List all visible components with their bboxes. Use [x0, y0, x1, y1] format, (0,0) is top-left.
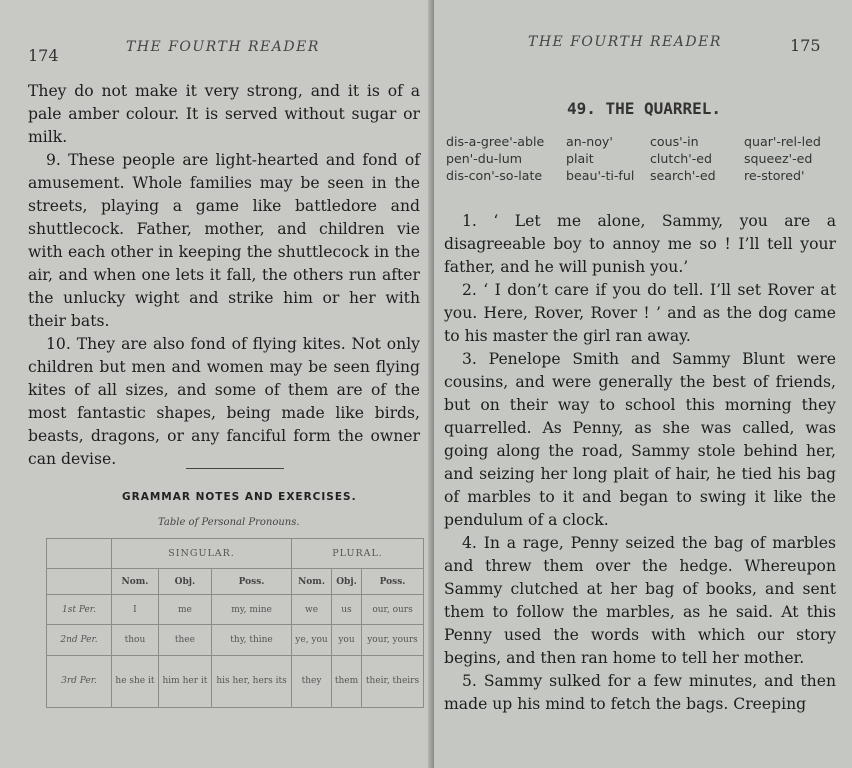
table-cell: our, ours	[362, 595, 424, 625]
table-cell: his her, hers its	[211, 655, 291, 707]
column-head: Obj.	[158, 569, 211, 595]
row-head: 3rd Per.	[47, 655, 112, 707]
table-cell: they	[292, 655, 332, 707]
table-row	[47, 595, 424, 625]
left-body-text	[28, 80, 420, 471]
spelling-word: dis-con'-so-late	[446, 168, 543, 183]
table-cell: me	[158, 595, 211, 625]
table-row	[47, 625, 424, 655]
spelling-word: search'-ed	[650, 168, 716, 183]
right-page	[434, 0, 852, 768]
right-body-text	[444, 210, 836, 716]
table-cell: thy, thine	[211, 625, 291, 655]
table-corner	[47, 569, 112, 595]
paragraph: 3. Penelope Smith and Sammy Blunt were cousins, and were generally the best of friends, but on their way to school this morning they quarrelled. As Penny, as she was called, was going along the road, Sammy stole behind her, and seizing her long plait of hair, he tied his bag of marbles to it and began to swing it like the pendulum of a clock.	[444, 350, 836, 529]
left-running-head: THE FOURTH READER	[126, 39, 320, 55]
right-page-number: 175	[790, 36, 821, 55]
table-cell: ye, you	[292, 625, 332, 655]
table-cell: my, mine	[211, 595, 291, 625]
table-cell: him her it	[158, 655, 211, 707]
singular-header: SINGULAR.	[112, 539, 292, 569]
table-cell: thou	[112, 625, 159, 655]
column-head: Poss.	[211, 569, 291, 595]
table-row	[47, 655, 424, 707]
spelling-word: cous'-in	[650, 134, 699, 149]
spelling-word: beau'-ti-ful	[566, 168, 635, 183]
table-cell: we	[292, 595, 332, 625]
spelling-word: clutch'-ed	[650, 151, 712, 166]
plural-header: PLURAL.	[292, 539, 424, 569]
paragraph: 5. Sammy sulked for a few minutes, and then made up his mind to fetch the bags. Creeping	[444, 672, 836, 713]
spelling-word: plait	[566, 151, 594, 166]
paragraph: 2. ‘ I don’t care if you do tell. I’ll set Rover at you. Here, Rover, Rover ! ’ and as the dog came to his master the girl ran away.	[444, 281, 836, 345]
table-corner	[47, 539, 112, 569]
spelling-word-list	[446, 134, 830, 183]
table-cell: their, theirs	[362, 655, 424, 707]
spelling-word: quar'-rel-led	[744, 134, 821, 149]
column-head: Poss.	[362, 569, 424, 595]
table-cell: your, yours	[362, 625, 424, 655]
table-cell: thee	[158, 625, 211, 655]
column-head: Nom.	[112, 569, 159, 595]
spelling-word: an-noy'	[566, 134, 613, 149]
left-page-number: 174	[28, 46, 59, 65]
paragraph: 1. ‘ Let me alone, Sammy, you are a disagreeable boy to annoy me so ! I’ll tell your father, and he will punish you.’	[444, 212, 836, 276]
table-cell: us	[331, 595, 361, 625]
column-head: Nom.	[292, 569, 332, 595]
paragraph: 4. In a rage, Penny seized the bag of marbles and threw them over the hedge. Whereupon Sammy clutched at her bag of books, and sent them to follow the marbles, as he said. At this Penny used the words with which our story begins, and then ran home to tell her mother.	[444, 534, 836, 667]
lesson-title: 49. THE QUARREL.	[566, 99, 722, 118]
section-divider	[186, 468, 284, 469]
table-caption: Table of Personal Pronouns.	[158, 517, 300, 528]
pronoun-table	[46, 538, 424, 708]
table-cell: he she it	[112, 655, 159, 707]
grammar-notes-title: GRAMMAR NOTES AND EXERCISES.	[122, 491, 357, 503]
table-cell: you	[331, 625, 361, 655]
paragraph: 9. These people are light-hearted and fond of amusement. Whole families may be seen in the streets, playing a game like battledore and shuttlecock. Father, mother, and children vie with each other in keeping the shuttlecock in the air, and when one lets it fall, the others run after the unlucky wight and strike him or her with their bats.	[28, 151, 420, 330]
paragraph: 10. They are also fond of flying kites. Not only children but men and women may be seen flying kites of all sizes, and some of them are of the most fantastic shapes, being made like birds, beasts, dragons, or any fanciful form the owner can devise.	[28, 335, 420, 468]
row-head: 1st Per.	[47, 595, 112, 625]
table-cell: them	[331, 655, 361, 707]
row-head: 2nd Per.	[47, 625, 112, 655]
spelling-word: pen'-du-lum	[446, 151, 522, 166]
column-head: Obj.	[331, 569, 361, 595]
right-running-head: THE FOURTH READER	[528, 34, 722, 50]
table-cell: I	[112, 595, 159, 625]
spelling-word: dis-a-gree'-able	[446, 134, 545, 149]
paragraph: They do not make it very strong, and it is of a pale amber colour. It is served without sugar or milk.	[28, 82, 420, 146]
spelling-word: squeez'-ed	[744, 151, 813, 166]
spelling-word: re-stored'	[744, 168, 805, 183]
